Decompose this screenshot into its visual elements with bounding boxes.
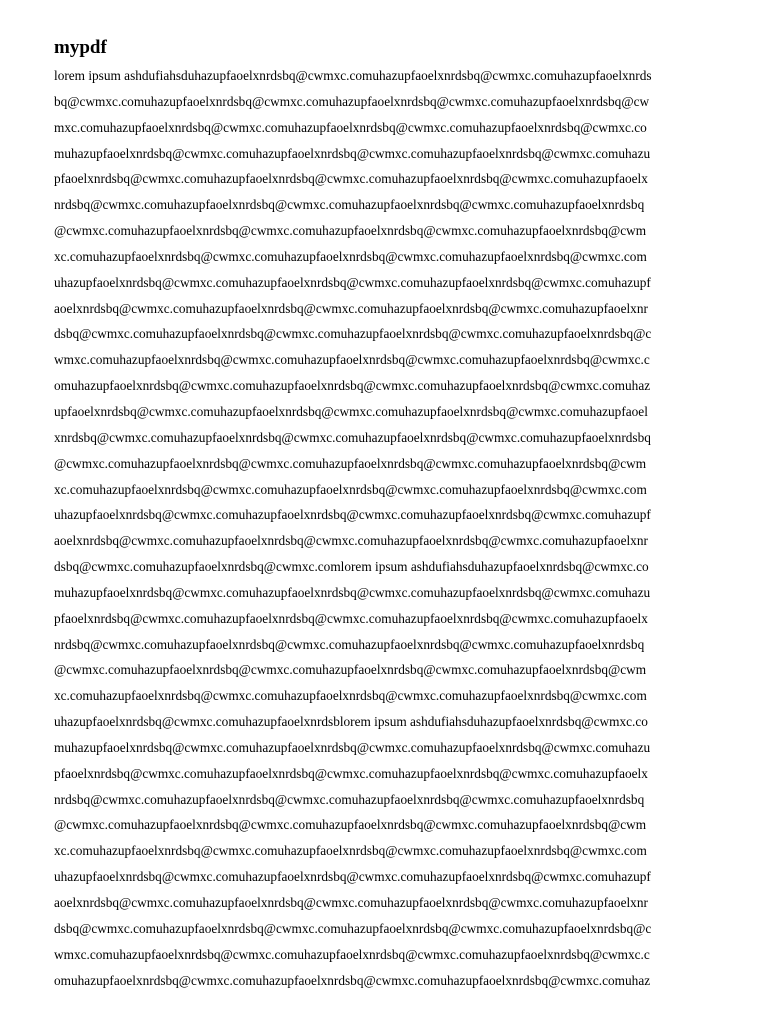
body-text-line: omuhazupfaoelxnrdsbq@cwmxc.comuhazupfaoelxnrdsbq@cwmxc.comuhazupfaoelxnrdsbq@cwmxc.comuhaz — [54, 972, 651, 988]
body-text-line: nrdsbq@cwmxc.comuhazupfaoelxnrdsbq@cwmxc.comuhazupfaoelxnrdsbq@cwmxc.comuhazupfaoelxnrdsbq — [54, 791, 645, 807]
body-text-line: pfaoelxnrdsbq@cwmxc.comuhazupfaoelxnrdsbq@cwmxc.comuhazupfaoelxnrdsbq@cwmxc.comuhazupfaoelx — [54, 765, 648, 781]
document-body — [54, 63, 734, 993]
body-text-line: xnrdsbq@cwmxc.comuhazupfaoelxnrdsbq@cwmxc.comuhazupfaoelxnrdsbq@cwmxc.comuhazupfaoelxnrdsbq — [54, 429, 651, 445]
body-text-line: @cwmxc.comuhazupfaoelxnrdsbq@cwmxc.comuhazupfaoelxnrdsbq@cwmxc.comuhazupfaoelxnrdsbq@cwm — [54, 817, 647, 833]
body-text-line: bq@cwmxc.comuhazupfaoelxnrdsbq@cwmxc.comuhazupfaoelxnrdsbq@cwmxc.comuhazupfaoelxnrdsbq@cw — [54, 93, 650, 109]
body-text-line: @cwmxc.comuhazupfaoelxnrdsbq@cwmxc.comuhazupfaoelxnrdsbq@cwmxc.comuhazupfaoelxnrdsbq@cwm — [54, 455, 647, 471]
body-text-line: pfaoelxnrdsbq@cwmxc.comuhazupfaoelxnrdsbq@cwmxc.comuhazupfaoelxnrdsbq@cwmxc.comuhazupfaoelx — [54, 171, 648, 187]
body-text-line: aoelxnrdsbq@cwmxc.comuhazupfaoelxnrdsbq@cwmxc.comuhazupfaoelxnrdsbq@cwmxc.comuhazupfaoelxnr — [54, 300, 648, 316]
body-text-line: xc.comuhazupfaoelxnrdsbq@cwmxc.comuhazupfaoelxnrdsbq@cwmxc.comuhazupfaoelxnrdsbq@cwmxc.com — [54, 688, 647, 704]
body-text-line: wmxc.comuhazupfaoelxnrdsbq@cwmxc.comuhazupfaoelxnrdsbq@cwmxc.comuhazupfaoelxnrdsbq@cwmxc.c — [54, 946, 650, 962]
body-text-line: dsbq@cwmxc.comuhazupfaoelxnrdsbq@cwmxc.comlorem ipsum ashdufiahsduhazupfaoelxnrdsbq@cwmxc.co — [54, 559, 649, 575]
body-text-line: uhazupfaoelxnrdsbq@cwmxc.comuhazupfaoelxnrdsbq@cwmxc.comuhazupfaoelxnrdsbq@cwmxc.comuhazupf — [54, 869, 651, 885]
body-text-line: omuhazupfaoelxnrdsbq@cwmxc.comuhazupfaoelxnrdsbq@cwmxc.comuhazupfaoelxnrdsbq@cwmxc.comuhaz — [54, 378, 651, 394]
body-text-line: nrdsbq@cwmxc.comuhazupfaoelxnrdsbq@cwmxc.comuhazupfaoelxnrdsbq@cwmxc.comuhazupfaoelxnrdsbq — [54, 197, 645, 213]
body-text-line: aoelxnrdsbq@cwmxc.comuhazupfaoelxnrdsbq@cwmxc.comuhazupfaoelxnrdsbq@cwmxc.comuhazupfaoelxnr — [54, 533, 648, 549]
body-text-line: dsbq@cwmxc.comuhazupfaoelxnrdsbq@cwmxc.comuhazupfaoelxnrdsbq@cwmxc.comuhazupfaoelxnrdsbq@c — [54, 326, 652, 342]
document-title: mypdf — [54, 37, 107, 58]
body-text-line: xc.comuhazupfaoelxnrdsbq@cwmxc.comuhazupfaoelxnrdsbq@cwmxc.comuhazupfaoelxnrdsbq@cwmxc.com — [54, 248, 647, 264]
body-text-line: pfaoelxnrdsbq@cwmxc.comuhazupfaoelxnrdsbq@cwmxc.comuhazupfaoelxnrdsbq@cwmxc.comuhazupfaoelx — [54, 610, 648, 626]
body-text-line: nrdsbq@cwmxc.comuhazupfaoelxnrdsbq@cwmxc.comuhazupfaoelxnrdsbq@cwmxc.comuhazupfaoelxnrdsbq — [54, 636, 645, 652]
body-text-line: muhazupfaoelxnrdsbq@cwmxc.comuhazupfaoelxnrdsbq@cwmxc.comuhazupfaoelxnrdsbq@cwmxc.comuhazu — [54, 584, 651, 600]
body-text-line: dsbq@cwmxc.comuhazupfaoelxnrdsbq@cwmxc.comuhazupfaoelxnrdsbq@cwmxc.comuhazupfaoelxnrdsbq@c — [54, 920, 652, 936]
body-text-line: uhazupfaoelxnrdsbq@cwmxc.comuhazupfaoelxnrdsbq@cwmxc.comuhazupfaoelxnrdsbq@cwmxc.comuhazupf — [54, 507, 651, 523]
body-text-line: muhazupfaoelxnrdsbq@cwmxc.comuhazupfaoelxnrdsbq@cwmxc.comuhazupfaoelxnrdsbq@cwmxc.comuhazu — [54, 739, 651, 755]
body-text-line: lorem ipsum ashdufiahsduhazupfaoelxnrdsbq@cwmxc.comuhazupfaoelxnrdsbq@cwmxc.comuhazupfaoelxnrds — [54, 68, 652, 83]
body-text-line: mxc.comuhazupfaoelxnrdsbq@cwmxc.comuhazupfaoelxnrdsbq@cwmxc.comuhazupfaoelxnrdsbq@cwmxc.co — [54, 119, 647, 135]
body-text-line: upfaoelxnrdsbq@cwmxc.comuhazupfaoelxnrdsbq@cwmxc.comuhazupfaoelxnrdsbq@cwmxc.comuhazupfaoel — [54, 403, 648, 419]
body-text-line: @cwmxc.comuhazupfaoelxnrdsbq@cwmxc.comuhazupfaoelxnrdsbq@cwmxc.comuhazupfaoelxnrdsbq@cwm — [54, 662, 647, 678]
body-text-line: xc.comuhazupfaoelxnrdsbq@cwmxc.comuhazupfaoelxnrdsbq@cwmxc.comuhazupfaoelxnrdsbq@cwmxc.com — [54, 843, 647, 859]
body-text-line: xc.comuhazupfaoelxnrdsbq@cwmxc.comuhazupfaoelxnrdsbq@cwmxc.comuhazupfaoelxnrdsbq@cwmxc.com — [54, 481, 647, 497]
body-text-line: wmxc.comuhazupfaoelxnrdsbq@cwmxc.comuhazupfaoelxnrdsbq@cwmxc.comuhazupfaoelxnrdsbq@cwmxc.c — [54, 352, 650, 368]
body-text-line: muhazupfaoelxnrdsbq@cwmxc.comuhazupfaoelxnrdsbq@cwmxc.comuhazupfaoelxnrdsbq@cwmxc.comuhazu — [54, 145, 651, 161]
body-text-line: uhazupfaoelxnrdsbq@cwmxc.comuhazupfaoelxnrdsbq@cwmxc.comuhazupfaoelxnrdsbq@cwmxc.comuhazupf — [54, 274, 651, 290]
body-text-line: uhazupfaoelxnrdsbq@cwmxc.comuhazupfaoelxnrdsblorem ipsum ashdufiahsduhazupfaoelxnrdsbq@cwmxc.co — [54, 714, 648, 730]
body-text-line: aoelxnrdsbq@cwmxc.comuhazupfaoelxnrdsbq@cwmxc.comuhazupfaoelxnrdsbq@cwmxc.comuhazupfaoelxnr — [54, 895, 648, 910]
body-text-line: @cwmxc.comuhazupfaoelxnrdsbq@cwmxc.comuhazupfaoelxnrdsbq@cwmxc.comuhazupfaoelxnrdsbq@cwm — [54, 223, 647, 239]
